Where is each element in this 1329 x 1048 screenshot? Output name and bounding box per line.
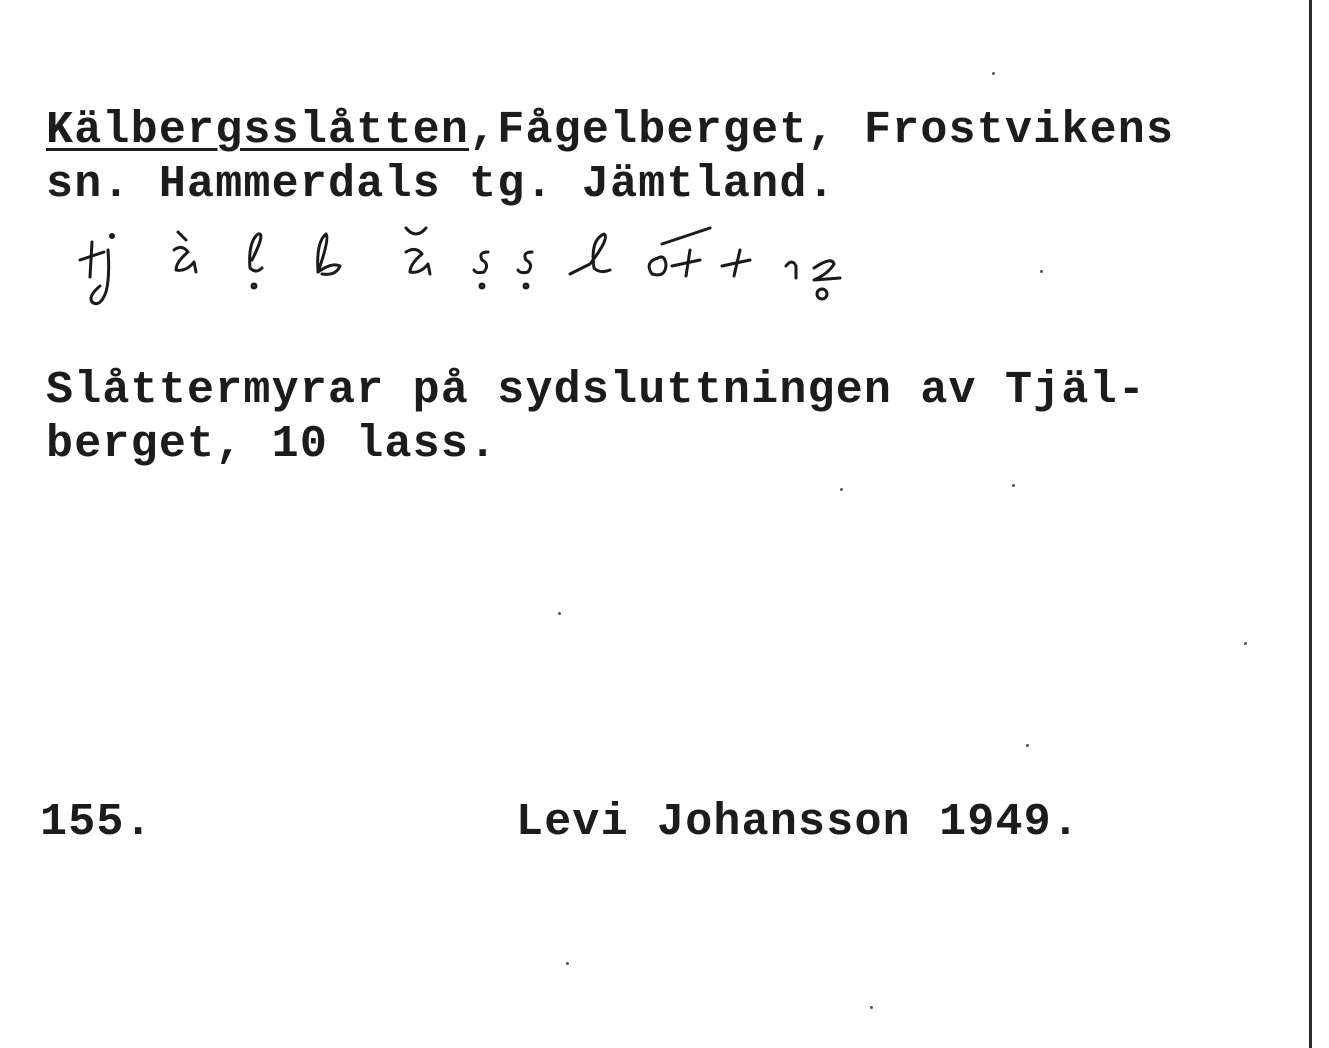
header-location: ,Fågelberget, Frostvikens xyxy=(469,105,1175,156)
speck xyxy=(870,1006,873,1009)
header-line-1 xyxy=(46,106,1174,156)
collector-signature: Levi Johansson 1949. xyxy=(516,797,1081,848)
headword: Kälbergsslåtten xyxy=(46,105,470,156)
speck xyxy=(1244,642,1247,645)
card-number: 155. xyxy=(40,797,153,848)
header-line-2: sn. Hammerdals tg. Jämtland. xyxy=(46,159,836,210)
description-line-2: berget, 10 lass. xyxy=(46,419,498,470)
speck xyxy=(992,72,995,75)
speck xyxy=(558,612,561,615)
speck xyxy=(1040,270,1043,273)
handwritten-phonetic-image xyxy=(70,222,870,312)
card-right-edge xyxy=(1309,0,1312,1048)
speck xyxy=(1012,484,1015,487)
speck xyxy=(1026,744,1029,747)
speck xyxy=(840,488,843,491)
phonetic-transcription xyxy=(70,222,870,312)
speck xyxy=(566,962,569,965)
description-line-1: Slåttermyrar på sydsluttningen av Tjäl- xyxy=(46,365,1146,416)
